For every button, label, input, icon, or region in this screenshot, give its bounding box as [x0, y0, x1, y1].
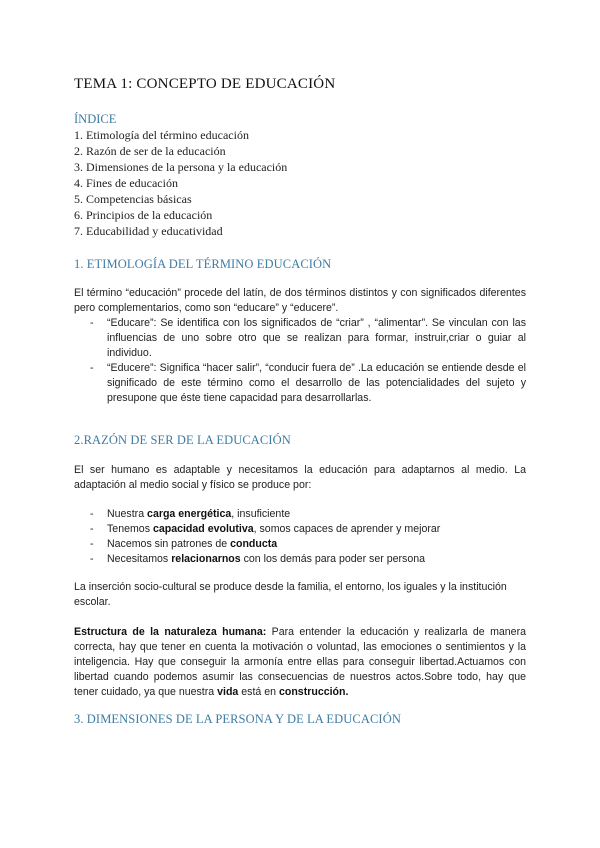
index-item: 2. Razón de ser de la educación [74, 144, 226, 158]
section-2-intro: El ser humano es adaptable y necesitamos la educación para adaptarnos al medio. La adaptación al medio social y físico se produce por: [74, 464, 526, 491]
list-item [90, 537, 526, 552]
item-post: con los demás para poder ser persona [240, 553, 425, 565]
index-list [74, 127, 287, 239]
dash-bullet: - [90, 362, 94, 374]
list-item [90, 507, 526, 522]
section-1-list [90, 316, 526, 406]
dash-bullet: - [90, 508, 94, 520]
list-item-text: “Educere”: Significa “hacer salir”, “conducir fuera de” .La educación se entiende desde el significado de este término como el desarrollo de las potencialidades del sujeto y presupone que éste tiene capacidad para desarrollarlas. [107, 362, 526, 404]
index-item: 6. Principios de la educación [74, 208, 213, 222]
list-item [90, 552, 526, 567]
dash-bullet: - [90, 553, 94, 565]
index-heading: ÍNDICE [74, 112, 117, 126]
item-bold: relacionarnos [171, 553, 241, 565]
index-item: 3. Dimensiones de la persona y la educación [74, 160, 288, 174]
section-1-heading: 1. ETIMOLOGÍA DEL TÉRMINO EDUCACIÓN [74, 257, 332, 271]
list-item [90, 316, 526, 361]
item-pre: Nacemos sin patrones de [107, 538, 231, 550]
index-item: 4. Fines de educación [74, 176, 178, 190]
insertion-paragraph: La inserción socio-cultural se produce desde la familia, el entorno, los iguales y la institución escolar. [74, 581, 507, 608]
section-1-intro: El término “educación” procede del latín, de dos términos distintos y con significados diferentes pero complementarios, como son “educare” y “educere”. [74, 287, 526, 314]
structure-text: Para entender la educación y realizarla de manera correcta, hay que tener en cuenta la motivación o voluntad, las emociones o sentimientos y la inteligencia. Hay que conseguir la armonía entre ellas para conseguir libertad.Actuamos con libertad cuando podemos asumir las consecuencias de nuestros actos.Sobre todo, hay que tener cuidado, ya que nuestra [74, 626, 526, 698]
structure-bold-life: vida [217, 686, 239, 698]
section-3-heading: 3. DIMENSIONES DE LA PERSONA Y DE LA EDUCACIÓN [74, 712, 401, 726]
structure-bold-construction: construcción. [278, 686, 349, 698]
structure-mid: está en [238, 686, 279, 698]
list-item [90, 361, 526, 406]
item-pre: Nuestra [107, 508, 148, 520]
dash-bullet: - [90, 317, 94, 329]
item-bold: capacidad evolutiva [152, 523, 254, 535]
item-post: , insuficiente [231, 508, 291, 520]
index-item: 1. Etimología del término educación [74, 128, 249, 142]
structure-paragraph [74, 625, 526, 700]
section-2-list [90, 507, 526, 567]
item-bold: conducta [230, 538, 278, 550]
index-item: 7. Educabilidad y educatividad [74, 224, 223, 238]
list-item [90, 522, 526, 537]
dash-bullet: - [90, 523, 94, 535]
section-2-heading: 2.RAZÓN DE SER DE LA EDUCACIÓN [74, 433, 291, 447]
item-post: , somos capaces de aprender y mejorar [253, 523, 441, 535]
item-pre: Necesitamos [107, 553, 172, 565]
page-title: TEMA 1: CONCEPTO DE EDUCACIÓN [74, 76, 336, 92]
dash-bullet: - [90, 538, 94, 550]
index-item: 5. Competencias básicas [74, 192, 192, 206]
item-bold: carga energética [147, 508, 232, 520]
item-pre: Tenemos [107, 523, 153, 535]
structure-label: Estructura de la naturaleza humana: [74, 626, 267, 638]
list-item-text: “Educare”: Se identifica con los significados de “criar” , “alimentar”. Se vinculan con las influencias de uno sobre otro que se realizan para formar, instruir,criar o guiar al individuo. [107, 317, 526, 359]
